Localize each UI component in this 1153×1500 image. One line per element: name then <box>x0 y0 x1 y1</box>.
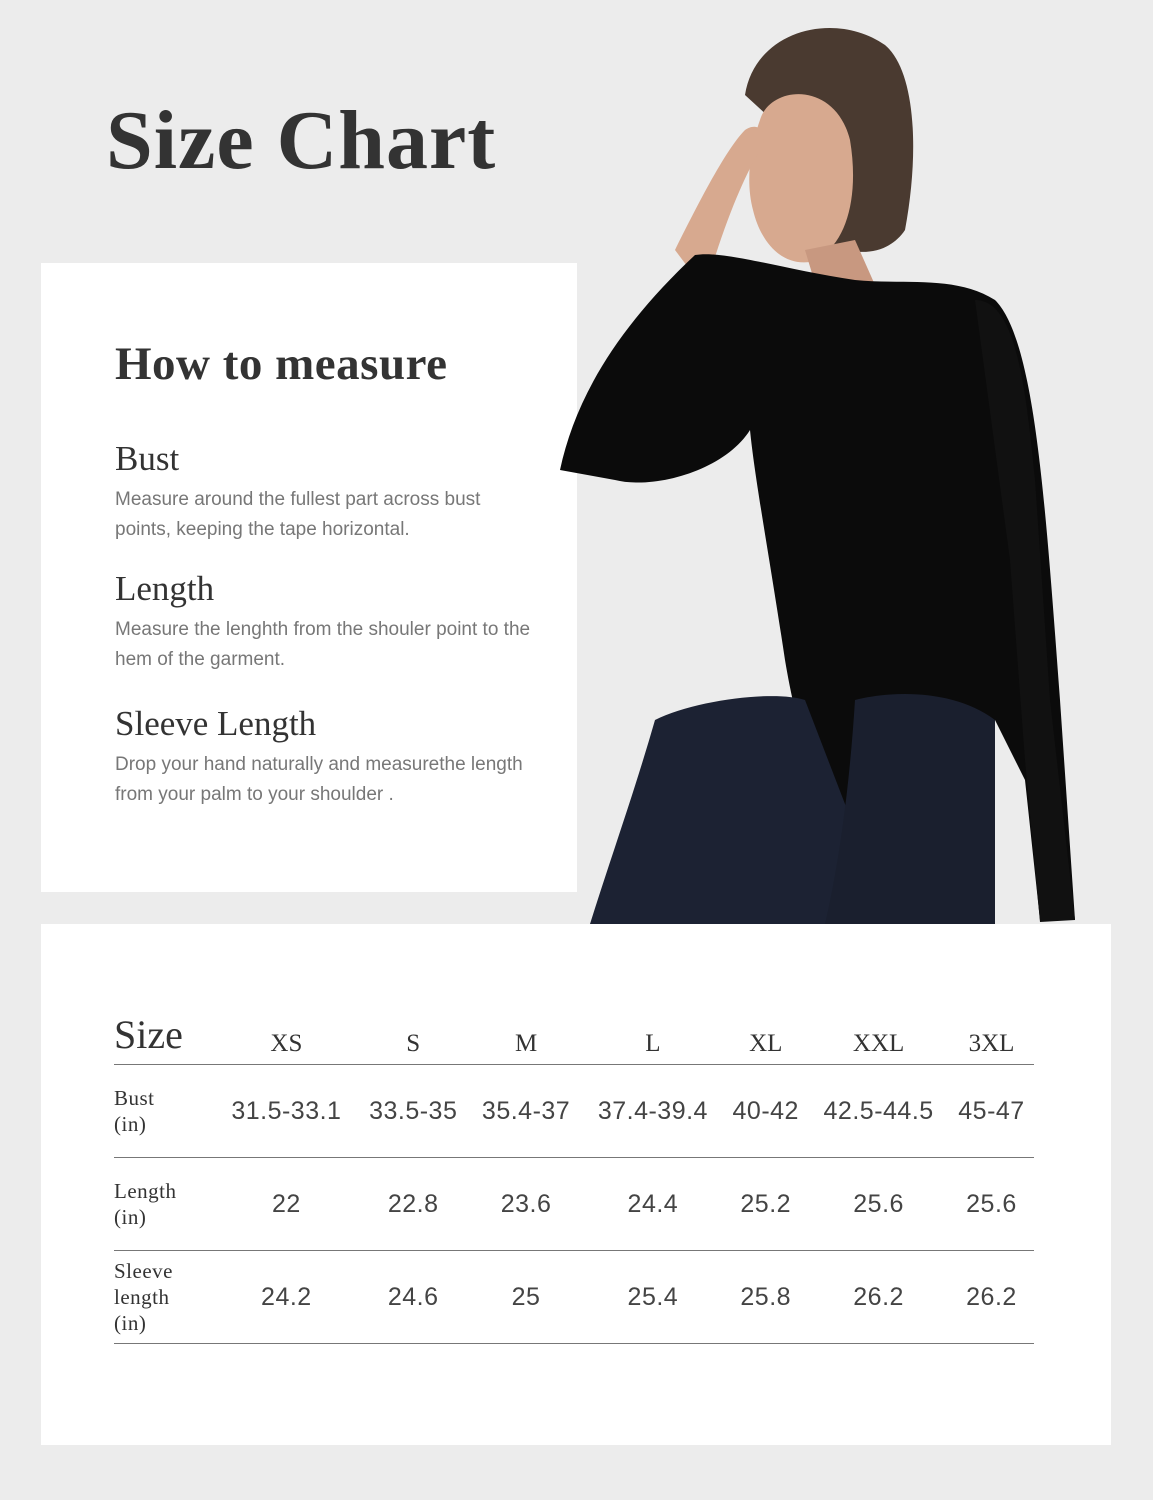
row-label <box>114 1251 216 1344</box>
measure-item-title: Length <box>115 569 215 608</box>
table-cell: 37.4-39.4 <box>583 1065 724 1158</box>
table-header-row <box>114 1002 1034 1065</box>
table-cell: 22 <box>216 1158 357 1251</box>
row-label <box>114 1065 216 1158</box>
measure-item-text: Measure the lenghth from the shouler point to the hem of the garment. <box>115 619 531 670</box>
row-label-name: Sleeve length <box>114 1259 173 1309</box>
table-cell: 25 <box>470 1251 583 1344</box>
table-cell: 31.5-33.1 <box>216 1065 357 1158</box>
how-to-measure-heading: How to measure <box>115 338 448 390</box>
size-column-header: XS <box>216 1002 357 1065</box>
size-column-header: 3XL <box>949 1002 1034 1065</box>
table-cell: 25.4 <box>583 1251 724 1344</box>
measure-item-title: Bust <box>115 439 180 478</box>
table-cell: 22.8 <box>357 1158 470 1251</box>
size-column-header: XXL <box>808 1002 949 1065</box>
table-cell: 24.6 <box>357 1251 470 1344</box>
table-cell: 26.2 <box>949 1251 1034 1344</box>
row-label-unit: (in) <box>114 1311 147 1335</box>
row-label-unit: (in) <box>114 1205 147 1229</box>
how-to-measure-card <box>41 263 577 892</box>
row-label-unit: (in) <box>114 1112 147 1136</box>
page-title: Size Chart <box>106 94 497 187</box>
table-cell: 26.2 <box>808 1251 949 1344</box>
size-table <box>114 1002 1034 1344</box>
table-cell: 35.4-37 <box>470 1065 583 1158</box>
measure-item-text: Measure around the fullest part across bust points, keeping the tape horizontal. <box>115 489 481 540</box>
row-label <box>114 1158 216 1251</box>
table-cell: 24.2 <box>216 1251 357 1344</box>
table-cell: 33.5-35 <box>357 1065 470 1158</box>
model-leggings <box>590 696 855 924</box>
table-row <box>114 1065 1034 1158</box>
measure-item-sleeve-length <box>115 704 535 810</box>
model-photo <box>555 0 1153 924</box>
table-cell: 25.6 <box>808 1158 949 1251</box>
row-label-name: Length <box>114 1179 177 1203</box>
measure-item-title: Sleeve Length <box>115 704 317 743</box>
size-column-header: S <box>357 1002 470 1065</box>
row-label-name: Bust <box>114 1086 155 1110</box>
table-row <box>114 1158 1034 1251</box>
table-cell: 42.5-44.5 <box>808 1065 949 1158</box>
table-cell: 25.6 <box>949 1158 1034 1251</box>
table-cell: 45-47 <box>949 1065 1034 1158</box>
size-header-label: Size <box>114 1002 216 1065</box>
table-cell: 23.6 <box>470 1158 583 1251</box>
measure-item-text: Drop your hand naturally and measurethe length from your palm to your shoulder . <box>115 754 523 805</box>
table-cell: 40-42 <box>723 1065 808 1158</box>
model-face <box>749 94 853 262</box>
measure-item-length <box>115 569 535 675</box>
size-column-header: L <box>583 1002 724 1065</box>
table-cell: 24.4 <box>583 1158 724 1251</box>
table-cell: 25.2 <box>723 1158 808 1251</box>
table-row <box>114 1251 1034 1344</box>
measure-item-bust <box>115 439 535 545</box>
size-table-card <box>41 924 1111 1445</box>
size-column-header: M <box>470 1002 583 1065</box>
size-column-header: XL <box>723 1002 808 1065</box>
table-cell: 25.8 <box>723 1251 808 1344</box>
